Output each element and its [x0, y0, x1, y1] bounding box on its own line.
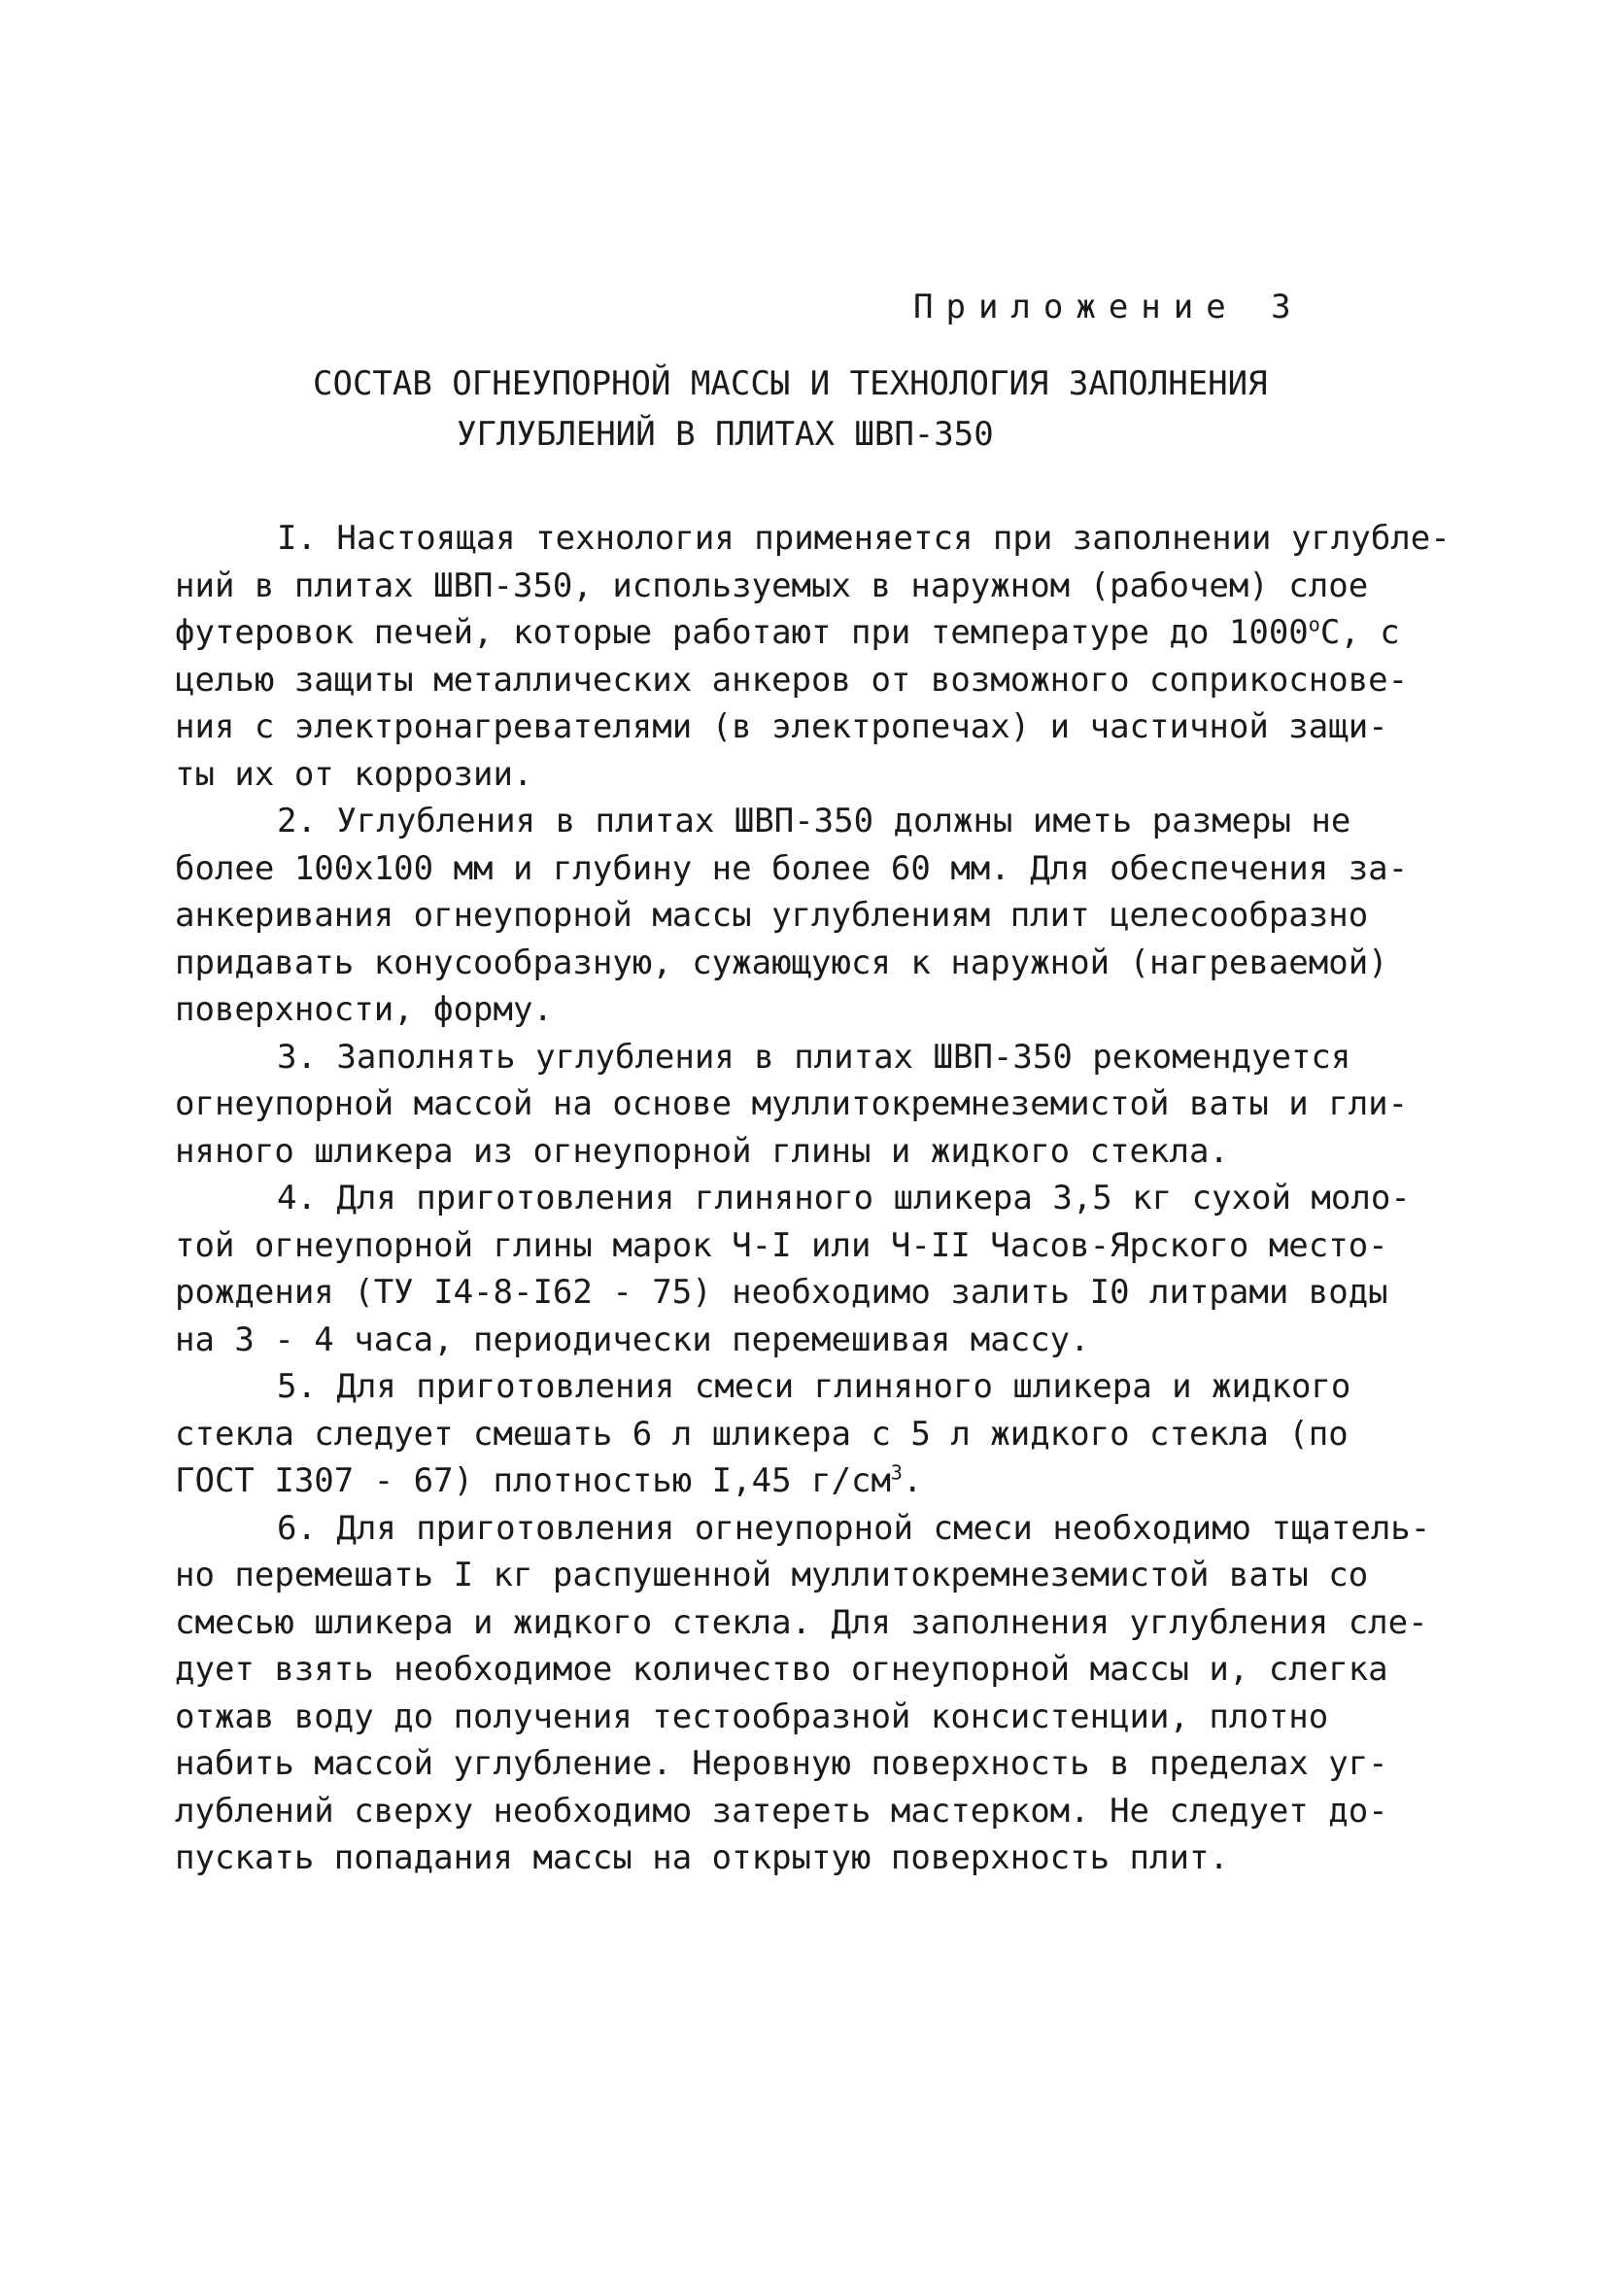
text-line: смесью шликера и жидкого стекла. Для заполнения углубления сле- [175, 1602, 1428, 1642]
text-line: но перемешать I кг распушенной муллитокремнеземистой ваты со [175, 1556, 1369, 1594]
text-line: придавать конусообразную, сужающуюся к наружной (нагреваемой) [175, 942, 1388, 982]
text-line: набить массой углубление. Неровную поверхность в пределах уг- [175, 1744, 1388, 1783]
title-line-2-text: УГЛУБЛЕНИЙ В ПЛИТАХ ШВП-350 [457, 415, 994, 454]
text-line: отжав воду до получения тестообразной консистенции, плотно [175, 1696, 1329, 1736]
text-line: целью защиты металлических анкеров от возможного соприкоснове- [175, 660, 1409, 700]
document-body [175, 515, 1451, 1882]
text-line: той огнеупорной глины марок Ч-I или Ч-II Часов-Ярского место- [175, 1225, 1388, 1265]
text-line: пускать попадания массы на открытую поверхность плит. [175, 1838, 1229, 1877]
text-line: ний в плитах ШВП-350, используемых в наружном (рабочем) слое [175, 565, 1369, 605]
text-line: 3. Заполнять углубления в плитах ШВП-350 рекомендуется [277, 1037, 1351, 1077]
paragraph-6 [175, 1505, 1438, 1882]
text-line: 2. Углубления в плитах ШВП-350 должны иметь размеры не [277, 802, 1351, 840]
text-line: ты их от коррозии. [175, 754, 533, 794]
text-line: I. Настоящая технология применяется при заполнении углубле- [277, 519, 1451, 558]
paragraph-4 [175, 1175, 1438, 1363]
appendix-label: Приложение 3 [913, 288, 1304, 326]
text-line: дует взять необходимое количество огнеупорной массы и, слегка [175, 1650, 1388, 1689]
paragraph-3 [175, 1034, 1438, 1176]
degree-superscript: о [1308, 612, 1320, 636]
text-line: лублений сверху необходимо затереть мастерком. Не следует до- [175, 1791, 1388, 1831]
text-line-main: ГОСТ I307 - 67) плотностью I,45 г/см [175, 1461, 891, 1500]
text-line: более 100х100 мм и глубину не более 60 мм. Для обеспечения за- [175, 848, 1409, 888]
text-line-tail: . [902, 1461, 923, 1500]
text-line: 5. Для приготовления смеси глиняного шликера и жидкого [277, 1367, 1351, 1406]
text-line: анкеривания огнеупорной массы углублениям плит целесообразно [175, 896, 1369, 935]
text-line-main: футеровок печей, которые работают при температуре до 1000 [175, 613, 1309, 652]
text-line [175, 1457, 1438, 1505]
text-line-tail: С, с [1319, 613, 1400, 652]
cube-superscript: 3 [890, 1460, 903, 1485]
paragraph-2 [175, 798, 1438, 1034]
text-line: 4. Для приготовления глиняного шликера 3,5 кг сухой моло- [277, 1179, 1411, 1217]
text-line: няного шликера из огнеупорной глины и жидкого стекла. [175, 1131, 1229, 1171]
text-line [175, 609, 1438, 657]
text-line: стекла следует смешать 6 л шликера с 5 л жидкого стекла (по [175, 1414, 1349, 1454]
text-line: поверхности, форму. [175, 990, 553, 1029]
title-line-1-text: СОСТАВ ОГНЕУПОРНОЙ МАССЫ И ТЕХНОЛОГИЯ ЗАПОЛНЕНИЯ [313, 364, 1268, 403]
text-line: огнеупорной массой на основе муллитокремнеземистой ваты и гли- [175, 1084, 1409, 1123]
paragraph-5 [175, 1363, 1438, 1505]
text-line: рождения (ТУ I4-8-I62 - 75) необходимо залить I0 литрами воды [175, 1273, 1388, 1312]
paragraph-1 [175, 515, 1451, 798]
text-line: 6. Для приготовления огнеупорной смеси необходимо тщатель- [277, 1508, 1431, 1548]
text-line: на 3 - 4 часа, периодически перемешивая массу. [175, 1319, 1090, 1359]
text-line: ния с электронагревателями (в электропечах) и частичной защи- [175, 707, 1388, 746]
